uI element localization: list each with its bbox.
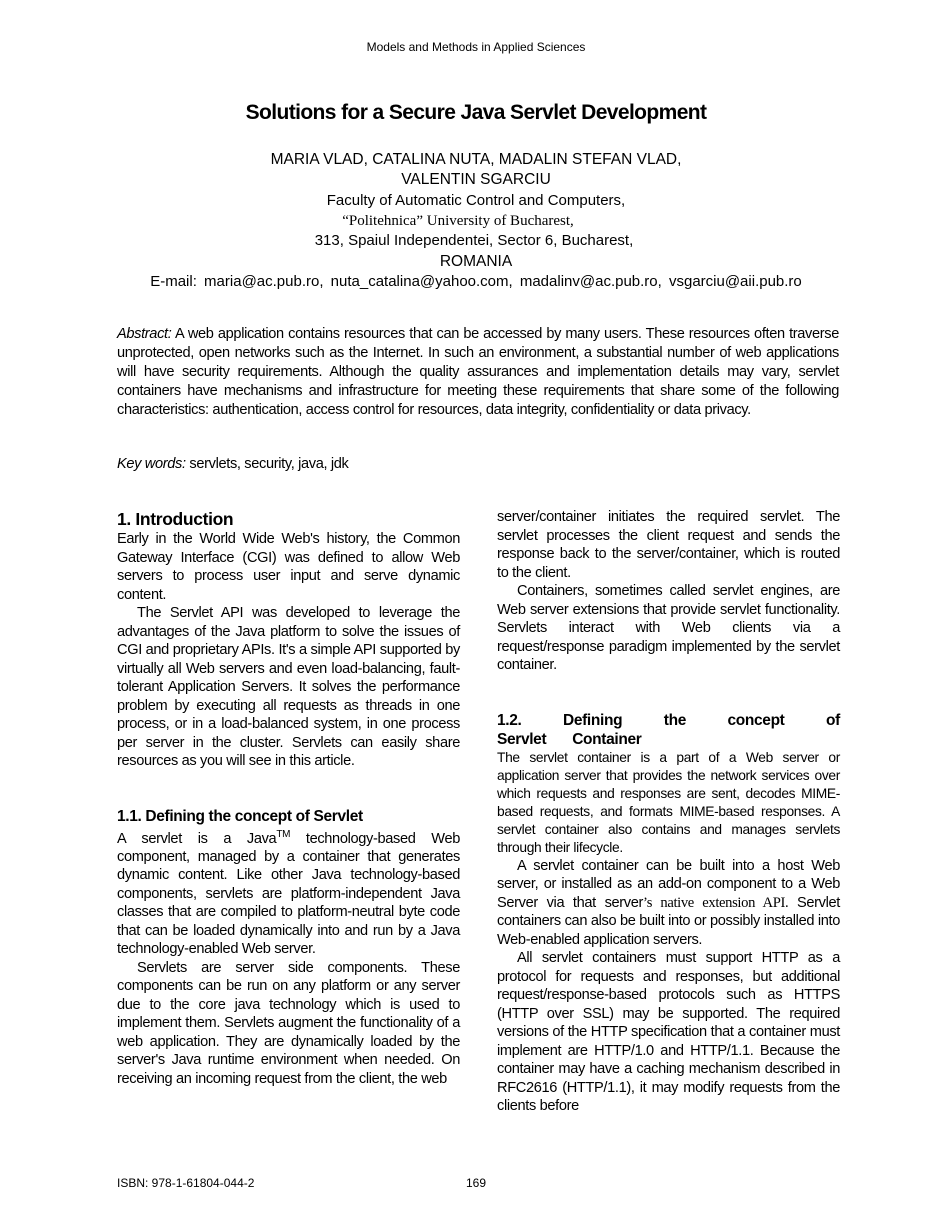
paragraph: server/container initiates the required servlet. The servlet processes the client request and sends the response back to the server/container, which is routed to the client. [497, 509, 840, 581]
address: 313, Spaiul Independentei, Sector 6, Bucharest, [314, 232, 634, 249]
keywords [117, 456, 349, 472]
right-column [497, 508, 840, 1116]
trademark: TM [276, 828, 291, 840]
running-header: Models and Methods in Applied Sciences [366, 40, 586, 54]
affiliation-line-1: Faculty of Automatic Control and Computers, [326, 192, 626, 209]
left-column [117, 508, 460, 1088]
abstract [117, 325, 839, 420]
text: A servlet container can be built into a host Web server, or installed as an add-on component to a Web Server via that server [497, 857, 840, 911]
keywords-text: servlets, security, java, jdk [189, 456, 349, 472]
paragraph: The Servlet API was developed to leverage the advantages of the Java platform to solve the issues of CGI and proprietary APIs. It's a simple API supported by virtually all Web servers and even load-balancing, fault-tolerant Application Servers. It solves the performance problem by executing all requests as threads in one process, or in a load-balanced system, in one process per server in the cluster. Servlets can easily share resources as you will see in this article. [117, 605, 460, 769]
text: A servlet is a Java [117, 830, 277, 847]
page-number: 169 [466, 1176, 487, 1190]
paper-title: Solutions for a Secure Java Servlet Development [245, 101, 707, 124]
text: ’s native extension API. [643, 894, 789, 911]
isbn: ISBN: 978-1-61804-044-2 [117, 1176, 255, 1190]
paragraph: All servlet containers must support HTTP as a protocol for requests and responses, but additional request/response-based protocols such as HTTPS (HTTP over SSL) may be supported. The required versions of the HTTP specification that a container must implement are HTTP/1.0 and HTTP/1.1. Because the container may have a caching mechanism described in RFC2616 (HTTP/1.1), it may modify requests from the clients before [497, 950, 840, 1114]
emails: E-mail: maria@ac.pub.ro, nuta_catalina@yahoo.com, madalinv@ac.pub.ro, vsgarciu@aii.pub.ro [150, 273, 802, 290]
abstract-label: Abstract: [117, 326, 172, 342]
affiliation-line-2: “Politehnica” University of Bucharest, [342, 213, 574, 229]
paragraph: Servlets are server side components. These components can be run on any platform or any server due to the core java technology which is used to implement them. Servlets augment the functionality of a web application. They are dynamically loaded by the server's Java runtime environment when needed. On receiving an incoming request from the client, the web [117, 959, 460, 1087]
paragraph [497, 857, 840, 950]
abstract-text: A web application contains resources that can be accessed by many users. These resources often traverse unprotected, open networks such as the Internet. In such an environment, a substantial number of web applications will have security requirements. Although the quality assurances and implementation details may vary, servlet containers have mechanisms and infrastructure for meeting these requirements that share some of the following characteristics: authentication, access control for resources, data integrity, confidentiality or data privacy. [117, 326, 839, 418]
authors-line-1: MARIA VLAD, CATALINA NUTA, MADALIN STEFAN VLAD, [270, 151, 682, 168]
paragraph: Containers, sometimes called servlet engines, are Web server extensions that provide servlet functionality. Servlets interact with Web clients via a request/response paradigm implemented by the servlet container. [497, 583, 840, 673]
paragraph: Early in the World Wide Web's history, the Common Gateway Interface (CGI) was defined to allow Web servers to process user input and serve dynamic content. [117, 531, 460, 603]
section-1-2-heading: 1.2. Defining the concept of Servlet Container [497, 711, 840, 748]
section-1-1-heading: 1.1. Defining the concept of Servlet [117, 807, 363, 825]
section-1-heading: 1. Introduction [117, 509, 234, 529]
paragraph: The servlet container is a part of a Web server or application server that provides the network services over which requests and responses are sent, decodes MIME-based requests, and formats MIME-based responses. A servlet container also contains and manages servlets through their lifecycle. [497, 749, 840, 855]
text: technology-based Web component, managed by a container that generates dynamic content. Like other Java technology-based components, servlets are platform-independent Java classes that are compiled to platform-neutral byte code that can be loaded dynamically into and run by a Java technology-enabled Web server. [117, 830, 460, 958]
authors-line-2: VALENTIN SGARCIU [401, 171, 551, 188]
keywords-label: Key words: [117, 456, 186, 472]
text: Servlet containers can also be built into or possibly installed into Web-enabled application servers. [497, 894, 840, 948]
country: ROMANIA [439, 253, 513, 270]
paragraph [117, 826, 460, 959]
